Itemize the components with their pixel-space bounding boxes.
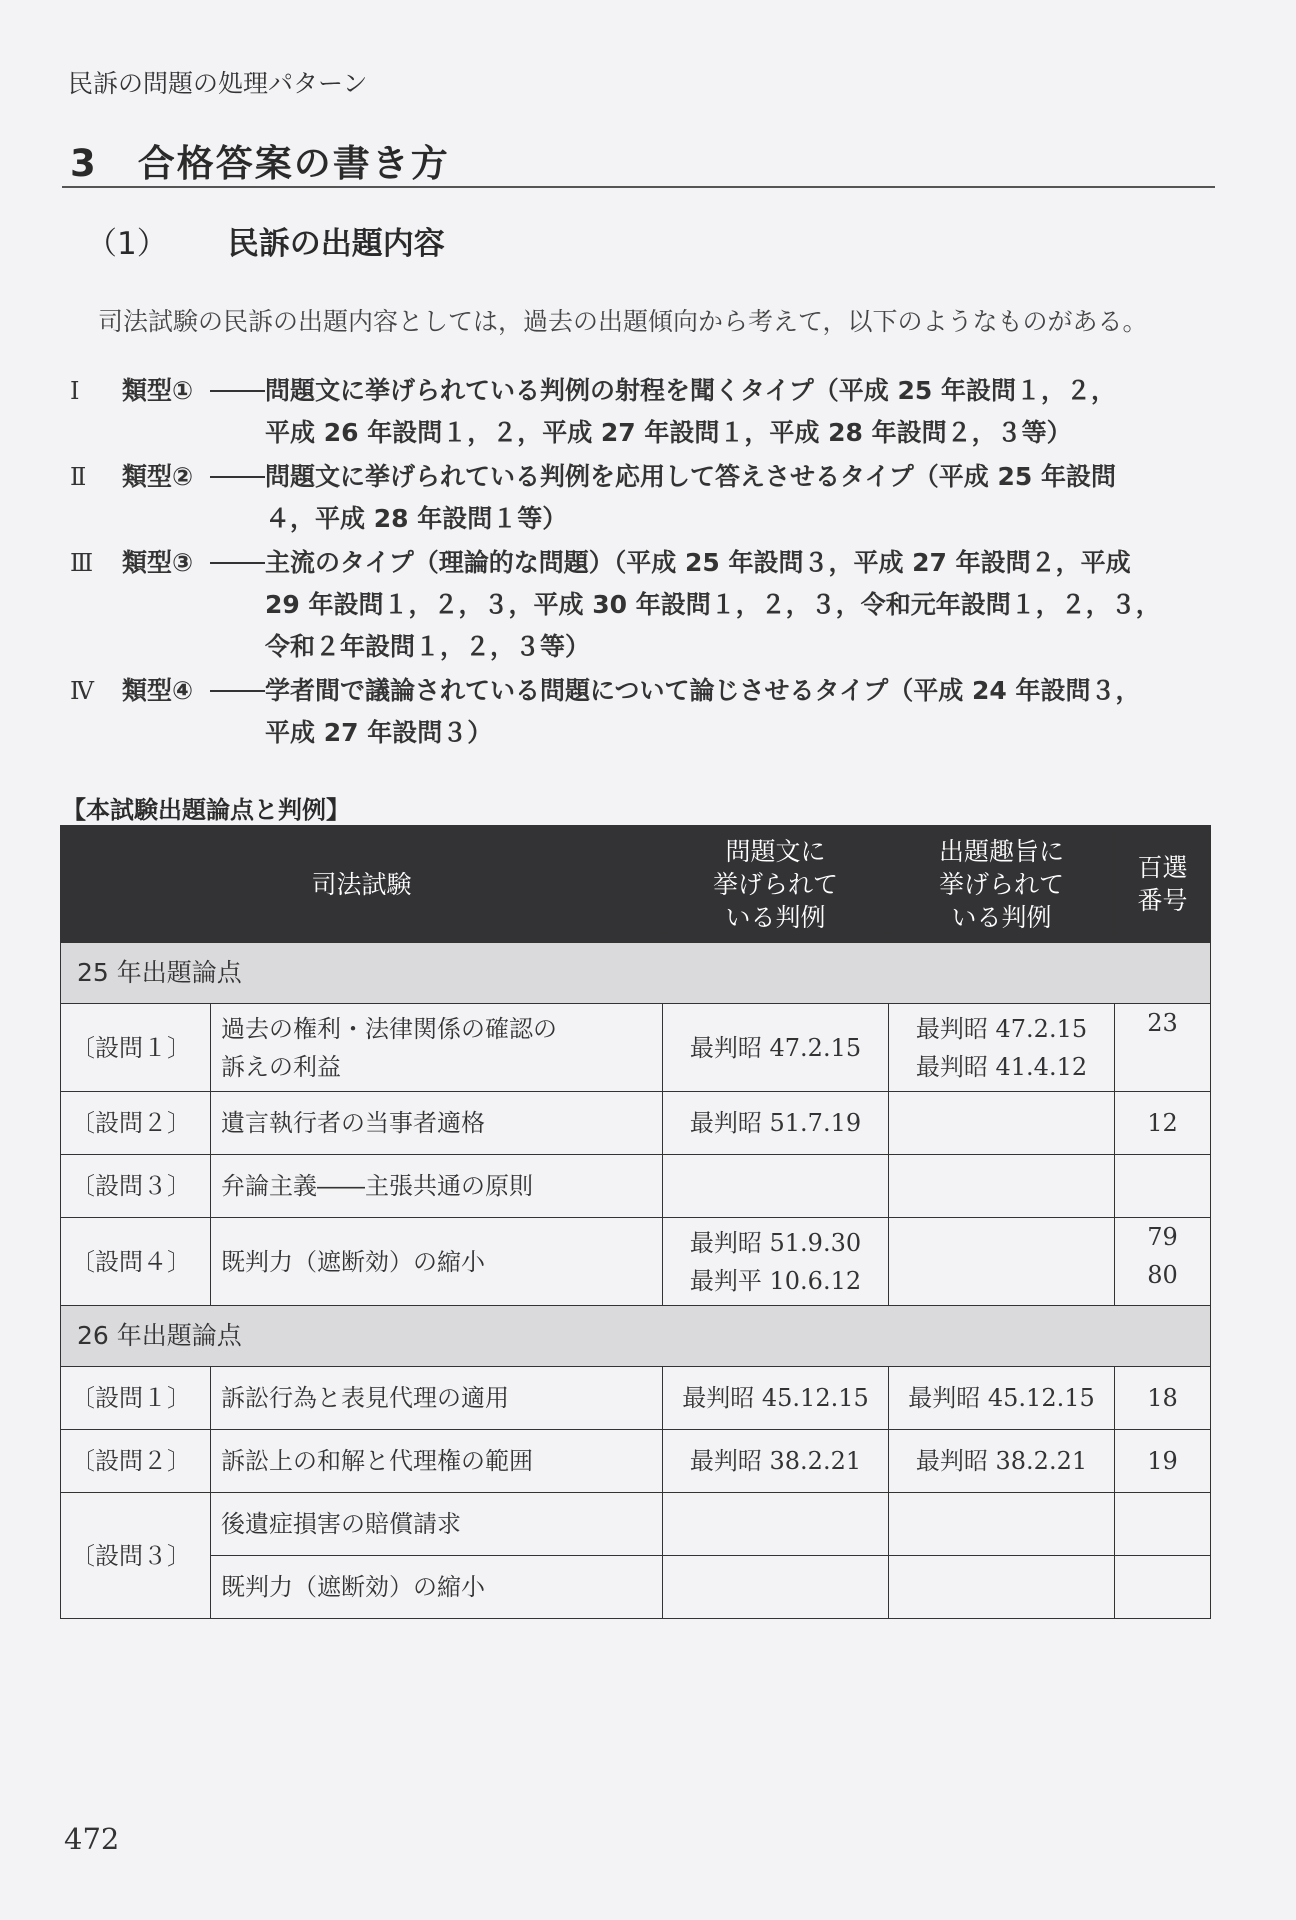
header-line: 百選 <box>1137 853 1188 882</box>
header-line: 挙げられて <box>713 869 839 899</box>
in-question-cell <box>663 1092 889 1155</box>
question-cell: 〔設問１〕 <box>61 1004 211 1092</box>
table-row <box>61 1430 1211 1493</box>
in-purpose-cell <box>889 1004 1115 1092</box>
question-cell: 〔設問４〕 <box>61 1218 211 1306</box>
topic-line: 訴訟行為と表見代理の適用 <box>221 1384 509 1412</box>
question-cell: 〔設問２〕 <box>61 1092 211 1155</box>
type-line: 平成 27 年設問３） <box>265 718 493 747</box>
question-cell: 〔設問３〕 <box>61 1493 211 1619</box>
case-ref: 最判昭 41.4.12 <box>915 1052 1088 1081</box>
in-question-cell <box>663 1155 889 1218</box>
case-ref: 最判昭 47.2.15 <box>915 1014 1088 1043</box>
section-title <box>86 218 445 263</box>
type-line: 問題文に挙げられている判例を応用して答えさせるタイプ（平成 25 年設問 <box>265 462 1116 491</box>
hyakusen-cell <box>1115 1004 1211 1092</box>
group-title: 26 年出題論点 <box>61 1306 1211 1367</box>
type-roman: Ⅱ <box>70 463 87 491</box>
in-question-cell <box>663 1367 889 1430</box>
header-exam: 司法試験 <box>61 826 663 943</box>
type-item <box>70 370 1210 454</box>
hyakusen-cell <box>1115 1218 1211 1306</box>
question-cell: 〔設問１〕 <box>61 1367 211 1430</box>
header-in-purpose <box>889 826 1115 943</box>
in-question-cell <box>663 1493 889 1556</box>
hyakusen-number: 12 <box>1147 1109 1178 1137</box>
topic-line: 後遺症損害の賠償請求 <box>221 1510 461 1538</box>
case-ref: 最判昭 45.12.15 <box>682 1384 869 1412</box>
type-line: 29 年設問１，２，３，平成 30 年設問１，２，３，令和元年設問１，２，３， <box>265 590 1161 619</box>
hyakusen-number: 79 <box>1147 1223 1178 1251</box>
type-label: 類型② <box>122 462 194 491</box>
chapter-title-text: 合格答案の書き方 <box>137 142 450 185</box>
topic-line: 訴えの利益 <box>221 1052 341 1081</box>
page-number: 472 <box>64 1822 120 1856</box>
topic-cell <box>211 1092 663 1155</box>
topic-line: 弁論主義――主張共通の原則 <box>221 1172 533 1200</box>
table-header-row <box>61 826 1211 943</box>
table-row <box>61 1092 1211 1155</box>
type-label: 類型① <box>122 376 194 405</box>
table-row <box>61 1367 1211 1430</box>
intro-paragraph: 司法試験の民訴の出題内容としては，過去の出題傾向から考えて，以下のようなものがある。 <box>98 307 1148 336</box>
table-row <box>61 1556 1211 1619</box>
type-dash <box>210 390 265 392</box>
type-roman: Ⅲ <box>70 549 94 577</box>
in-purpose-cell <box>889 1367 1115 1430</box>
case-ref: 最判昭 45.12.15 <box>908 1384 1095 1412</box>
in-purpose-cell <box>889 1493 1115 1556</box>
topic-line: 訴訟上の和解と代理権の範囲 <box>221 1447 533 1475</box>
header-line: 問題文に <box>725 836 826 866</box>
type-label: 類型③ <box>122 548 194 577</box>
in-purpose-cell <box>889 1430 1115 1493</box>
type-line: ４，平成 28 年設問１等） <box>265 504 568 533</box>
topic-line: 遺言執行者の当事者適格 <box>221 1109 485 1137</box>
hyakusen-cell <box>1115 1430 1211 1493</box>
in-question-cell <box>663 1218 889 1306</box>
type-roman: Ⅳ <box>70 677 94 705</box>
table-row <box>61 1004 1211 1092</box>
header-hyakusen <box>1115 826 1211 943</box>
in-question-cell <box>663 1556 889 1619</box>
in-purpose-cell <box>889 1155 1115 1218</box>
header-line: 出題趣旨に <box>939 836 1065 866</box>
topic-cell <box>211 1218 663 1306</box>
type-item <box>70 456 1210 540</box>
section-title-text: 民訴の出題内容 <box>227 226 445 262</box>
case-ref: 最判昭 51.9.30 <box>689 1228 862 1257</box>
type-roman: Ⅰ <box>70 377 80 405</box>
case-ref: 最判昭 47.2.15 <box>689 1033 862 1062</box>
in-question-cell <box>663 1430 889 1493</box>
chapter-title <box>70 133 450 187</box>
in-purpose-cell <box>889 1556 1115 1619</box>
type-label: 類型④ <box>122 676 194 705</box>
title-rule <box>62 186 1215 188</box>
case-ref: 最判平 10.6.12 <box>689 1266 862 1295</box>
header-line: 挙げられて <box>939 869 1065 899</box>
case-table <box>60 825 1211 1619</box>
topic-line: 既判力（遮断効）の縮小 <box>221 1247 485 1276</box>
hyakusen-cell <box>1115 1367 1211 1430</box>
type-line: 問題文に挙げられている判例の射程を聞くタイプ（平成 25 年設問１，２， <box>265 376 1116 405</box>
topic-cell <box>211 1004 663 1092</box>
table-row <box>61 1218 1211 1306</box>
table-row <box>61 1155 1211 1218</box>
topic-cell <box>211 1155 663 1218</box>
section-number: （1） <box>86 226 168 262</box>
hyakusen-number: 23 <box>1147 1009 1178 1037</box>
type-line: 平成 26 年設問１，２，平成 27 年設問１，平成 28 年設問２，３等） <box>265 418 1072 447</box>
case-ref: 最判昭 38.2.21 <box>689 1447 862 1475</box>
type-dash <box>210 562 265 564</box>
header-in-question <box>663 826 889 943</box>
running-head: 民訴の問題の処理パターン <box>68 69 368 98</box>
case-ref: 最判昭 38.2.21 <box>915 1447 1088 1475</box>
type-line: 令和２年設問１，２，３等） <box>265 632 591 661</box>
topic-cell <box>211 1430 663 1493</box>
hyakusen-cell <box>1115 1092 1211 1155</box>
in-purpose-cell <box>889 1218 1115 1306</box>
type-dash <box>210 690 265 692</box>
hyakusen-number: 19 <box>1147 1447 1178 1475</box>
header-line: いる判例 <box>951 902 1052 932</box>
type-line: 主流のタイプ（理論的な問題）（平成 25 年設問３，平成 27 年設問２，平成 <box>265 548 1131 577</box>
type-list <box>70 370 1210 756</box>
topic-cell <box>211 1367 663 1430</box>
case-ref: 最判昭 51.7.19 <box>689 1109 862 1137</box>
question-cell: 〔設問２〕 <box>61 1430 211 1493</box>
in-purpose-cell <box>889 1092 1115 1155</box>
group-row <box>61 1306 1211 1367</box>
table-row <box>61 1493 1211 1556</box>
table-caption: 【本試験出題論点と判例】 <box>62 796 350 824</box>
chapter-number: 3 <box>70 142 98 185</box>
header-line: いる判例 <box>725 902 826 932</box>
question-cell: 〔設問３〕 <box>61 1155 211 1218</box>
hyakusen-cell <box>1115 1155 1211 1218</box>
hyakusen-cell <box>1115 1556 1211 1619</box>
in-question-cell <box>663 1004 889 1092</box>
type-line: 学者間で議論されている問題について論じさせるタイプ（平成 24 年設問３， <box>265 676 1141 705</box>
type-dash <box>210 476 265 478</box>
topic-line: 過去の権利・法律関係の確認の <box>221 1014 557 1043</box>
type-item <box>70 542 1210 668</box>
group-title: 25 年出題論点 <box>61 943 1211 1004</box>
topic-cell <box>211 1556 663 1619</box>
hyakusen-cell <box>1115 1493 1211 1556</box>
group-row <box>61 943 1211 1004</box>
hyakusen-number: 18 <box>1147 1384 1178 1412</box>
hyakusen-number: 80 <box>1147 1261 1178 1289</box>
topic-line: 既判力（遮断効）の縮小 <box>221 1573 485 1601</box>
header-line: 番号 <box>1137 886 1188 915</box>
topic-cell <box>211 1493 663 1556</box>
type-item <box>70 670 1210 754</box>
